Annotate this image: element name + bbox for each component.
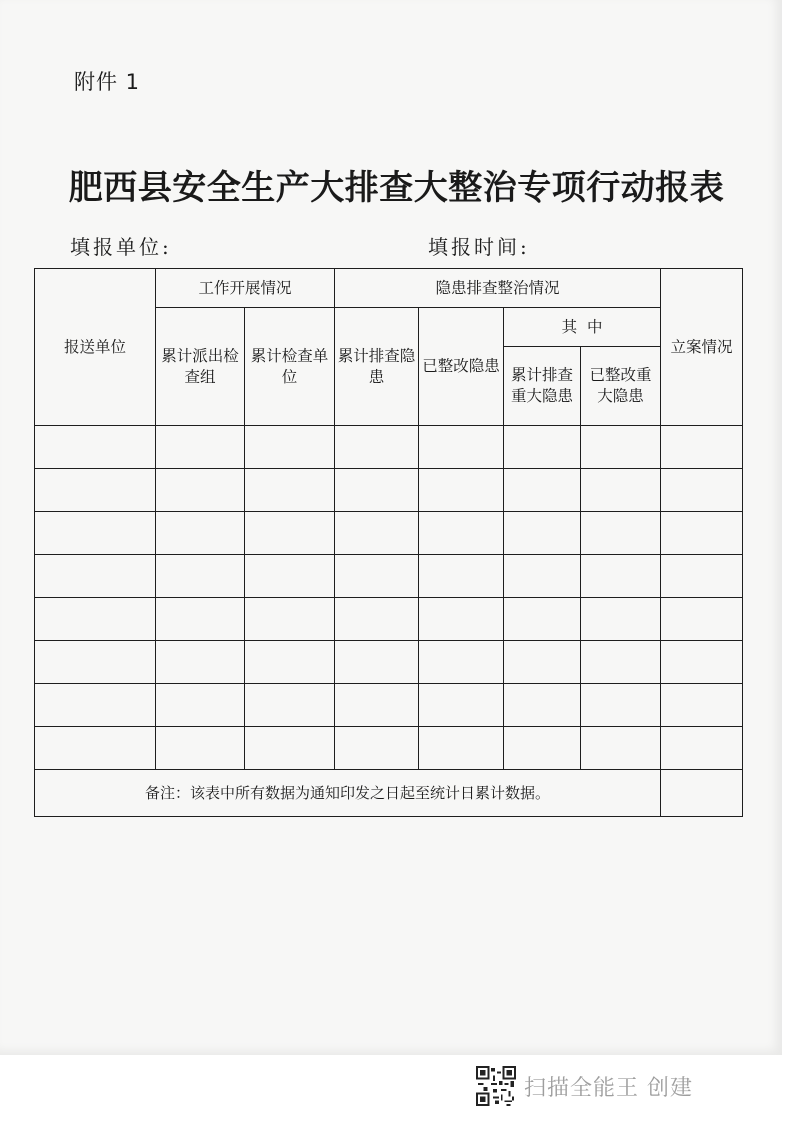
table-cell[interactable] xyxy=(35,469,156,512)
table-row xyxy=(35,598,743,641)
table-cell[interactable] xyxy=(504,426,581,469)
table-cell[interactable] xyxy=(581,426,661,469)
table-cell[interactable] xyxy=(335,555,419,598)
table-cell[interactable] xyxy=(419,426,504,469)
table-cell[interactable] xyxy=(419,727,504,770)
table-cell[interactable] xyxy=(35,727,156,770)
header-among-which: 其 中 xyxy=(504,308,661,347)
watermark-text: 扫描全能王 创建 xyxy=(524,1075,693,1101)
table-cell[interactable] xyxy=(335,512,419,555)
table-cell[interactable] xyxy=(581,598,661,641)
table-cell[interactable] xyxy=(661,598,743,641)
table-row xyxy=(35,684,743,727)
table-row xyxy=(35,641,743,684)
fill-time-label: 填报时间: xyxy=(428,235,530,259)
table-cell[interactable] xyxy=(661,684,743,727)
table-cell[interactable] xyxy=(35,598,156,641)
table-cell[interactable] xyxy=(156,684,245,727)
table-cell[interactable] xyxy=(661,469,743,512)
table-cell[interactable] xyxy=(419,512,504,555)
scanner-watermark xyxy=(476,1066,693,1106)
table-cell[interactable] xyxy=(504,641,581,684)
table-cell[interactable] xyxy=(35,684,156,727)
table-cell[interactable] xyxy=(245,684,335,727)
table-cell[interactable] xyxy=(419,598,504,641)
table-cell[interactable] xyxy=(35,641,156,684)
table-cell[interactable] xyxy=(35,426,156,469)
table-cell[interactable] xyxy=(245,555,335,598)
table-cell[interactable] xyxy=(35,555,156,598)
table-cell[interactable] xyxy=(661,727,743,770)
table-row xyxy=(35,469,743,512)
table-cell[interactable] xyxy=(156,426,245,469)
table-cell[interactable] xyxy=(245,469,335,512)
table-cell[interactable] xyxy=(504,469,581,512)
table-cell[interactable] xyxy=(156,512,245,555)
table-cell[interactable] xyxy=(335,426,419,469)
table-cell[interactable] xyxy=(581,512,661,555)
header-hazards-found: 累计排查隐患 xyxy=(335,308,419,426)
table-cell[interactable] xyxy=(504,684,581,727)
table-cell[interactable] xyxy=(245,727,335,770)
table-cell[interactable] xyxy=(504,555,581,598)
table-cell[interactable] xyxy=(504,598,581,641)
attachment-label: 附件 1 xyxy=(74,70,141,94)
header-units-checked: 累计检查单位 xyxy=(245,308,335,426)
table-cell[interactable] xyxy=(581,469,661,512)
table-row xyxy=(35,727,743,770)
table-note: 备注：该表中所有数据为通知印发之日起至统计日累计数据。 xyxy=(35,770,661,817)
table-cell[interactable] xyxy=(156,641,245,684)
header-work-progress: 工作开展情况 xyxy=(156,269,335,308)
table-cell[interactable] xyxy=(245,426,335,469)
fill-unit-label: 填报单位: xyxy=(70,235,172,259)
table-cell[interactable] xyxy=(581,641,661,684)
table-row xyxy=(35,426,743,469)
note-empty-cell[interactable] xyxy=(661,770,743,817)
table-cell[interactable] xyxy=(245,598,335,641)
table-cell[interactable] xyxy=(156,598,245,641)
qr-code-icon xyxy=(476,1066,516,1106)
table-cell[interactable] xyxy=(335,641,419,684)
table-cell[interactable] xyxy=(156,727,245,770)
table-cell[interactable] xyxy=(419,469,504,512)
header-hazards-fixed: 已整改隐患 xyxy=(419,308,504,426)
table-cell[interactable] xyxy=(581,555,661,598)
table-cell[interactable] xyxy=(581,727,661,770)
table-cell[interactable] xyxy=(419,684,504,727)
header-major-hazards-found: 累计排查重大隐患 xyxy=(504,347,581,426)
table-cell[interactable] xyxy=(156,555,245,598)
header-major-hazards-fixed: 已整改重大隐患 xyxy=(581,347,661,426)
table-cell[interactable] xyxy=(35,512,156,555)
table-cell[interactable] xyxy=(245,512,335,555)
table-cell[interactable] xyxy=(581,684,661,727)
table-cell[interactable] xyxy=(419,555,504,598)
table-cell[interactable] xyxy=(335,727,419,770)
table-cell[interactable] xyxy=(504,727,581,770)
table-cell[interactable] xyxy=(504,512,581,555)
header-reporting-unit: 报送单位 xyxy=(35,269,156,426)
page-title: 肥西县安全生产大排查大整治专项行动报表 xyxy=(68,168,725,208)
table-cell[interactable] xyxy=(335,684,419,727)
table-cell[interactable] xyxy=(335,469,419,512)
table-cell[interactable] xyxy=(419,641,504,684)
table-cell[interactable] xyxy=(661,512,743,555)
table-cell[interactable] xyxy=(661,555,743,598)
table-cell[interactable] xyxy=(661,426,743,469)
table-cell[interactable] xyxy=(156,469,245,512)
table-cell[interactable] xyxy=(245,641,335,684)
header-case-filing: 立案情况 xyxy=(661,269,743,426)
table-cell[interactable] xyxy=(335,598,419,641)
header-groups-sent: 累计派出检查组 xyxy=(156,308,245,426)
table-row xyxy=(35,555,743,598)
table-cell[interactable] xyxy=(661,641,743,684)
report-table xyxy=(34,268,743,817)
table-row xyxy=(35,512,743,555)
header-hazard-rectification: 隐患排查整治情况 xyxy=(335,269,661,308)
